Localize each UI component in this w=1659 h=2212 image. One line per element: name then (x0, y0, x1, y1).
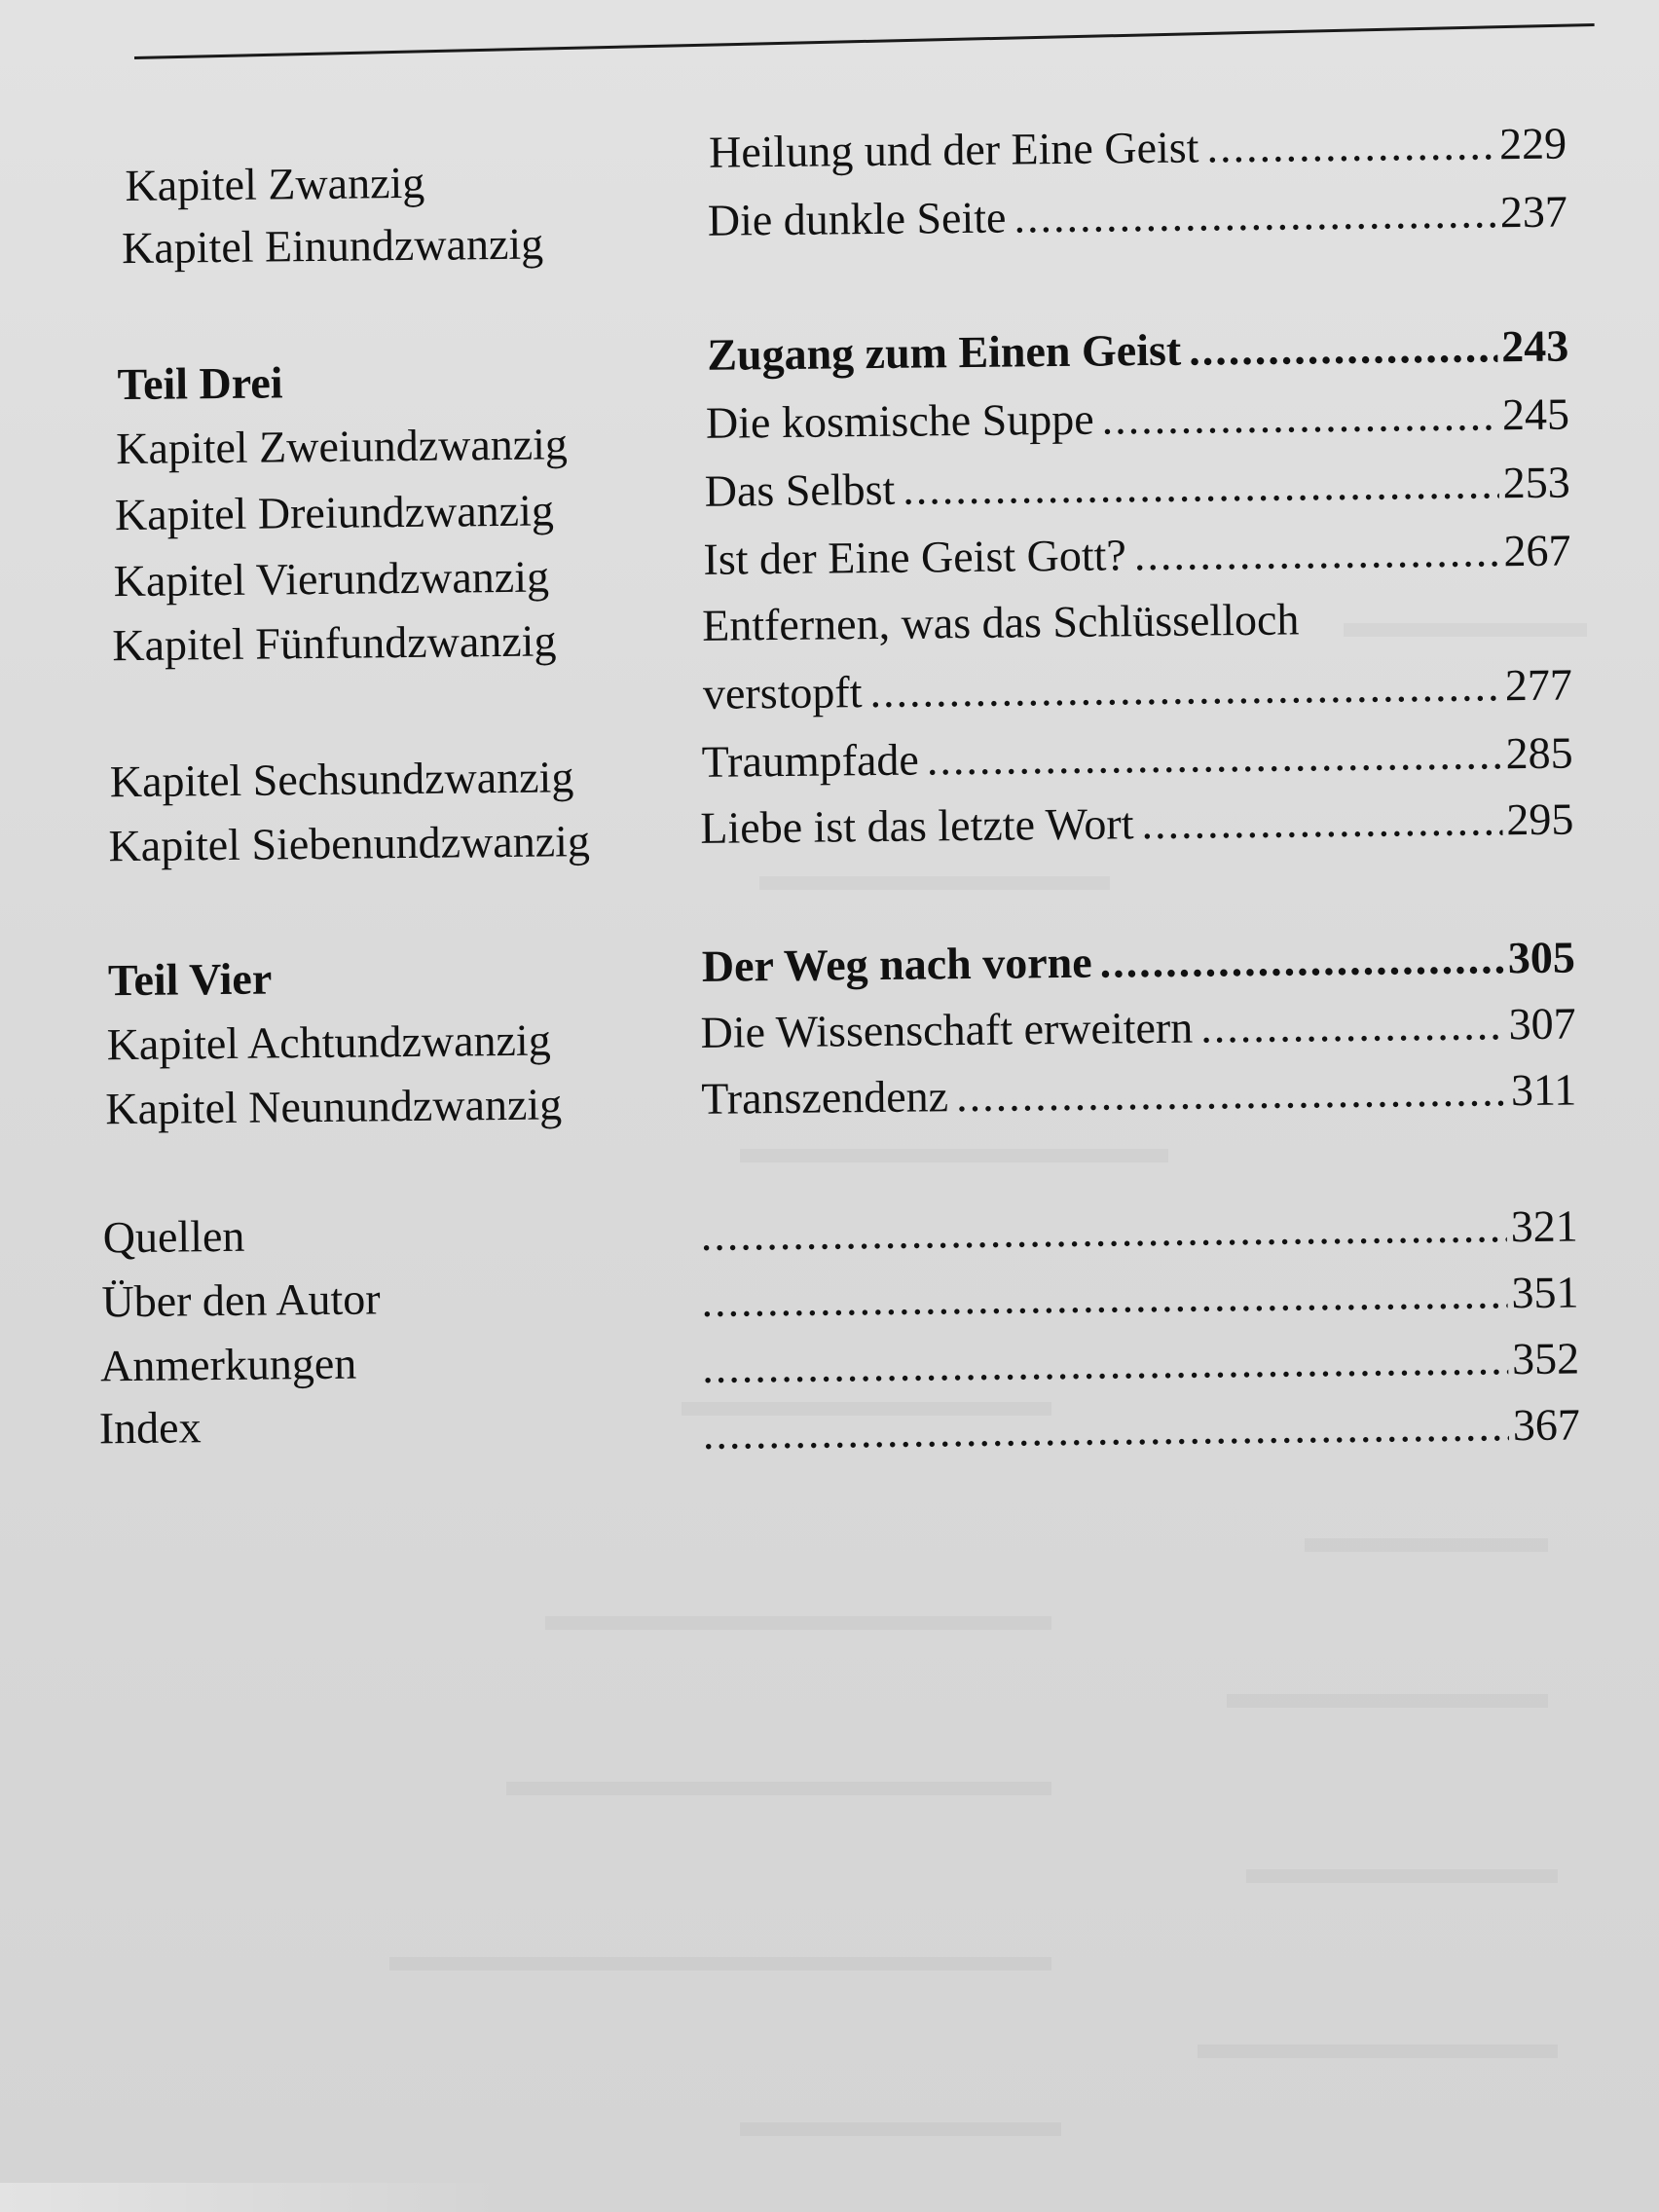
chapter-number: Kapitel Fünfundzwanzig (112, 615, 557, 671)
chapter-title: Transzendenz (701, 1071, 949, 1124)
chapter-title: Liebe ist das letzte Wort (700, 798, 1134, 853)
page-number: 351 (1511, 1267, 1579, 1318)
part-title: Zugang zum Einen Geist (707, 324, 1182, 380)
chapter-number: Kapitel Achtundzwanzig (106, 1014, 551, 1070)
page-number: 295 (1506, 793, 1574, 845)
page-number: 243 (1500, 320, 1569, 372)
dot-leader (1206, 112, 1495, 179)
chapter-number: Kapitel Sechsundzwanzig (109, 752, 574, 807)
toc-entry (701, 1057, 1577, 1130)
dot-leader (1014, 180, 1496, 249)
back-matter-label: Über den Autor (101, 1273, 381, 1327)
dot-leader (1133, 519, 1499, 587)
dot-leader (700, 1195, 1507, 1268)
page-number: 237 (1499, 186, 1568, 238)
dot-leader (1099, 926, 1504, 994)
toc-entry (703, 1392, 1581, 1465)
toc-entry (700, 1194, 1578, 1267)
back-matter-label: Anmerkungen (99, 1338, 357, 1391)
chapter-title: Die dunkle Seite (707, 192, 1007, 245)
page-number: 285 (1505, 727, 1573, 779)
toc-entry (701, 1260, 1579, 1333)
chapter-number: Kapitel Vierundzwanzig (113, 551, 550, 607)
toc-row (0, 111, 1649, 211)
dot-leader (701, 1261, 1508, 1334)
page-number: 305 (1507, 932, 1576, 983)
page-number: 229 (1498, 118, 1567, 169)
page-number: 277 (1504, 659, 1573, 711)
toc-entry (708, 180, 1568, 253)
chapter-number: Kapitel Einundzwanzig (121, 218, 544, 274)
back-matter-label: Index (98, 1402, 202, 1454)
page-number: 307 (1508, 998, 1576, 1050)
dot-leader (702, 1327, 1509, 1400)
toc-entry (709, 112, 1567, 185)
chapter-number: Kapitel Zweiundzwanzig (115, 419, 569, 474)
dot-leader (1101, 383, 1498, 451)
chapter-title: Entfernen, was das Schlüsselloch (701, 594, 1300, 650)
toc-entry (704, 451, 1570, 524)
toc-entry (703, 519, 1571, 592)
part-heading: Teil Vier (107, 953, 273, 1006)
dot-leader (703, 1393, 1510, 1466)
page-number: 352 (1511, 1333, 1580, 1384)
chapter-number: Kapitel Neunundzwanzig (105, 1079, 563, 1134)
toc-entry (702, 1326, 1580, 1399)
page-number: 367 (1512, 1399, 1581, 1451)
toc-entry (703, 652, 1573, 725)
toc-entry (700, 991, 1576, 1064)
chapter-number: Kapitel Siebenundzwanzig (108, 816, 591, 871)
chapter-title: Traumpfade (701, 734, 920, 787)
chapter-title: Heilung und der Eine Geist (708, 122, 1199, 177)
back-matter-label: Quellen (102, 1210, 245, 1263)
chapter-number: Kapitel Dreiundzwanzig (114, 485, 555, 540)
page-number: 311 (1510, 1064, 1577, 1116)
chapter-title: Die Wissenschaft erweitern (700, 1002, 1194, 1057)
dot-leader (869, 653, 1501, 724)
part-heading: Teil Drei (117, 357, 283, 410)
dot-leader (1189, 314, 1498, 382)
dot-leader (926, 721, 1502, 792)
chapter-number: Kapitel Zwanzig (125, 157, 425, 211)
chapter-title: Ist der Eine Geist Gott? (703, 530, 1127, 584)
dot-leader (1141, 788, 1503, 856)
page-number: 253 (1502, 457, 1570, 508)
chapter-title: Die kosmische Suppe (705, 393, 1094, 448)
toc-entry (706, 383, 1570, 456)
toc-row (0, 313, 1652, 410)
watermark (0, 2183, 506, 2212)
toc-entry (701, 720, 1573, 793)
chapter-title-continued: verstopft (702, 667, 863, 719)
page-number: 245 (1501, 388, 1570, 440)
toc-entry (707, 314, 1569, 387)
chapter-title: Das Selbst (704, 463, 896, 516)
dot-leader (956, 1058, 1508, 1128)
dot-leader (903, 451, 1499, 521)
toc-entry (702, 925, 1576, 998)
dot-leader (1200, 992, 1505, 1059)
page-number: 321 (1510, 1200, 1578, 1252)
page-number: 267 (1503, 525, 1571, 576)
part-title: Der Weg nach vorne (701, 937, 1092, 991)
toc-entry (700, 787, 1574, 860)
